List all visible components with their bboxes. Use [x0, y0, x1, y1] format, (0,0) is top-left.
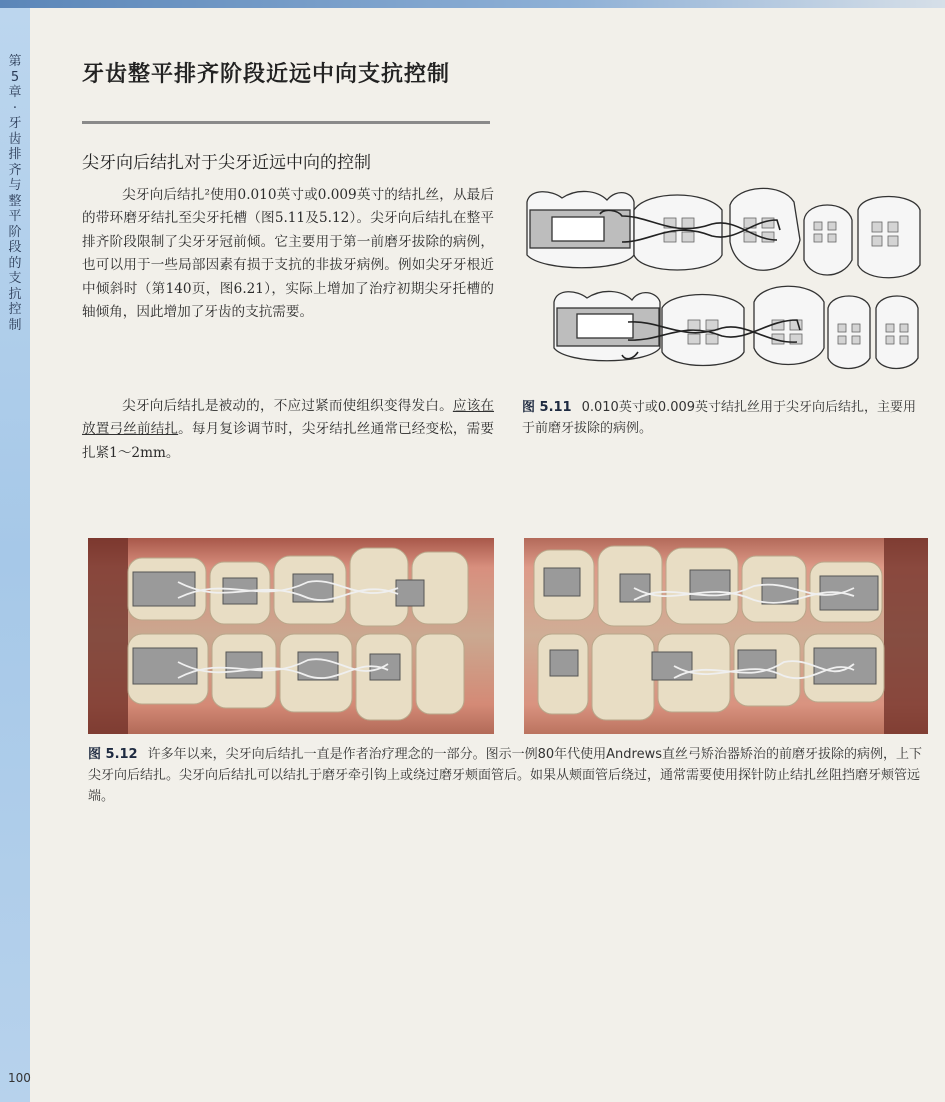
lower-canine [754, 286, 824, 364]
figure-5-11-caption-text: 0.010英寸或0.009英寸结扎丝用于尖牙向后结扎，主要用于前磨牙拔除的病例。 [522, 400, 917, 436]
lower-tube-slot [577, 314, 633, 338]
upper-arch [527, 188, 920, 277]
figure-5-11-caption [522, 397, 927, 439]
chapter-sidebar-label: 第 5 章 · 牙 齿 排 齐 与 整 平 阶 段 的 支 抗 控 制 [8, 54, 22, 333]
lower-central-incisor [876, 296, 918, 369]
title-rule [82, 121, 490, 124]
upper-tube-slot [552, 217, 604, 241]
figure-5-12-label: 图 5.12 [88, 747, 138, 762]
body-paragraph-2-start: 尖牙向后结扎是被动的，不应过紧而使组织变得发白。 [122, 398, 453, 414]
figure-5-11-diagram [522, 180, 930, 390]
body-paragraph-2 [82, 395, 494, 465]
body-paragraph-2-underlined: 应该在放置弓丝前结扎 [82, 398, 495, 438]
section-subtitle: 尖牙向后结扎对于尖牙近远中向的控制 [82, 153, 371, 173]
body-paragraph-1 [82, 184, 494, 324]
body-paragraph-2-end: 。每月复诊调节时，尖牙结扎丝通常已经变松，需要扎紧1～2mm。 [82, 421, 495, 461]
upper-canine [730, 188, 800, 270]
figure-5-11-label: 图 5.11 [522, 400, 572, 415]
section-title: 牙齿整平排齐阶段近远中向支抗控制 [82, 62, 451, 87]
figure-5-12-caption-text: 许多年以来，尖牙向后结扎一直是作者治疗理念的一部分。图示一例80年代使用Andrews直丝弓矫治器矫治的前磨牙拔除的病例，上下尖牙向后结扎。尖牙向后结扎可以结扎于磨牙牵引钩上或绕过磨牙颊面管后。如果从颊面管后绕过，通常需要使用探针防止结扎丝阻挡磨牙颊管远端。 [88, 747, 922, 804]
upper-premolar [634, 195, 722, 270]
body-paragraph-1-text: 尖牙向后结扎²使用0.010英寸或0.009英寸的结扎丝，从最后的带环磨牙结扎至尖牙托槽（图5.11及5.12）。尖牙向后结扎在整平排齐阶段限制了尖牙牙冠前倾。它主要用于第一前磨牙拔除的病例，也可以用于一些局部因素有损于支抗的非拔牙病例。例如尖牙牙根近中倾斜时（第140页，图6.21），实际上增加了治疗初期尖牙托槽的轴倾角，因此增加了牙齿的支抗需要。 [82, 187, 494, 321]
figure-5-12-caption [88, 744, 928, 807]
figure-5-12-photo-right [524, 538, 928, 734]
figure-5-12-photo-left [88, 538, 494, 734]
chapter-sidebar [0, 8, 30, 1102]
lower-lateral-incisor [828, 296, 870, 369]
page-number: 100 [8, 1071, 31, 1085]
top-color-bar [0, 0, 945, 8]
